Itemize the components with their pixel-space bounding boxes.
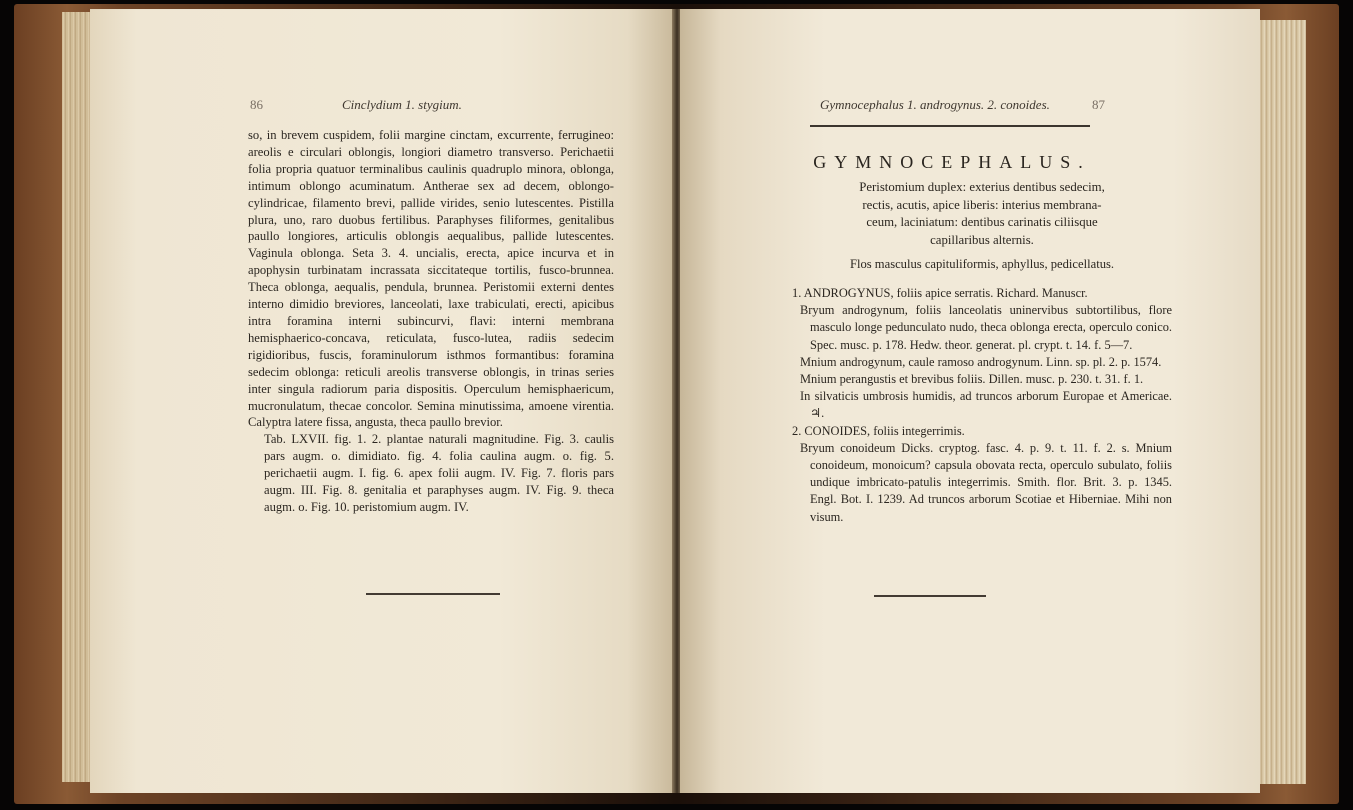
page-number-right: 87 (1092, 97, 1105, 112)
right-page (680, 9, 1260, 793)
left-body-text (248, 127, 614, 516)
species-synonym: Bryum androgynum, foliis lanceolatis uninervibus subtortilibus, flore masculo longe pedunculato nudo, theca oblonga erecta, operculo conico. Spec. musc. p. 178. Hedw. theor. generat. pl. crypt. t. 14. f. 5—7. (800, 303, 1172, 352)
left-page (90, 9, 674, 793)
species-habitat: In silvaticis umbrosis humidis, ad truncos arborum Europae et Americae. ♃. (800, 389, 1172, 421)
species-synonym: Bryum conoideum Dicks. cryptog. fasc. 4. p. 9. t. 11. f. 2. s. Mnium conoideum, monoicum? capsula obovata recta, operculo subulato, foliis undique imbricato-patulis integerrimis. Smith. flor. Brit. 3. p. 1345. Engl. Bot. I. 1239. Ad truncos arborum Scotiae et Hiberniae. Mihi non visum. (800, 440, 1172, 524)
species-list (792, 285, 1172, 526)
page-edges-left (62, 12, 92, 782)
species-synonym: Mnium androgynum, caule ramoso androgynum. Linn. sp. pl. 2. p. 1574. (800, 354, 1162, 369)
left-paragraph: so, in brevem cuspidem, folii margine cinctam, excurrente, ferrugineo: areolis e circulari oblongis, longiori diametro transverso. Perichaetii folia propria quatuor terminalibus caulinis quadruplo minora, oblonga, intimum oblongo acuminatum. Antherae sex ad decem, oblongo-cylindricae, filamento brevi, pallide virides, senio lutescentes. Pistilla plura, uno, raro duobus fertilibus. Paraphyses filiformes, genitalibus paullo longiores, articulis oblongis aequalibus, pallide lutescentes. Vaginula oblonga. Seta 3. 4. uncialis, erecta, apice incurva et in apophysin turbinatam incrassata siccitateque tortilis, fusco-brunnea. Theca oblonga, aequalis, pendula, brunnea. Peristomii externi dentes interno dimidio breviores, lanceolati, laxe trabiculati, erecti, apicibus intra foramina interni subincurvi, flavi: interni membrana hemisphaerico-concava, reticulata, fusco-lutea, radiis sedecim rigidioribus, fuscis, foraminulorum isthmos formantibus: foramina sedecim oblonga: reticuli areolis transverse oblongis, in trinas series inter singula radiorum paria dispositis. Operculum hemisphaericum, mucronulatum, thecae concolor. Semina minutissima, amoene virentia. Calyptra latere fissa, angusta, theca paullo brevior. (248, 128, 614, 430)
character-line: capillaribus alternis. (930, 232, 1034, 247)
flos-line: Flos masculus capituliformis, aphyllus, pedicellatus. (849, 257, 1115, 271)
page-number-left: 86 (250, 97, 263, 112)
character-line: rectis, acutis, apice liberis: interius membrana- (862, 197, 1102, 212)
genus-character (798, 179, 1166, 249)
page-edges-right (1258, 20, 1306, 784)
end-rule-left (366, 593, 500, 595)
species-heading: 2. CONOIDES, foliis integerrimis. (792, 423, 965, 438)
species-heading: 1. ANDROGYNUS, foliis apice serratis. Richard. Manuscr. (792, 286, 1088, 300)
character-line: ceum, laciniatum: dentibus carinatis ciliisque (866, 215, 1098, 229)
running-head-left: Cinclydium 1. stygium. (342, 97, 462, 112)
plate-explanation: Tab. LXVII. fig. 1. 2. plantae naturali magnitudine. Fig. 3. caulis pars augm. o. dimidiato. fig. 4. folia caulina augm. o. fig. 5. perichaetii augm. I. fig. 6. apex folii augm. IV. Fig. 7. floris pars augm. III. Fig. 8. genitalia et paraphyses augm. IV. Fig. 9. theca augm. o. Fig. 10. peristomium augm. IV. (264, 432, 614, 514)
genus-title: GYMNOCEPHALUS. (813, 152, 1091, 172)
character-line: Peristomium duplex: exterius dentibus sedecim, (859, 180, 1105, 194)
species-synonym: Mnium perangustis et brevibus foliis. Dillen. musc. p. 230. t. 31. f. 1. (800, 372, 1144, 387)
running-head-right: Gymnocephalus 1. androgynus. 2. conoides. (820, 97, 1050, 112)
header-rule (810, 125, 1090, 127)
end-rule-right (874, 595, 986, 597)
